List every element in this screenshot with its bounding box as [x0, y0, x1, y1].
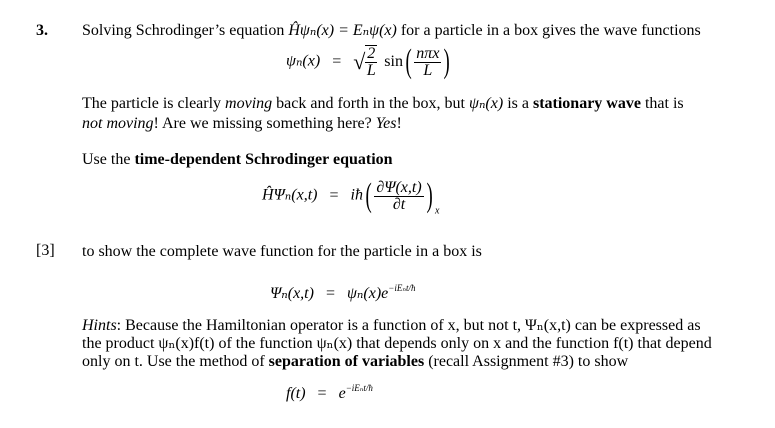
right-paren: )	[443, 43, 451, 80]
para1-text-3: is a	[503, 95, 533, 112]
para1-text-6: !	[396, 115, 402, 132]
hints-line-3	[82, 352, 628, 372]
wavefunction-equation	[286, 44, 453, 80]
para1-text-1: The particle is clearly	[82, 95, 226, 112]
paragraph-1-line-2	[82, 114, 402, 134]
eq2-fraction	[374, 180, 423, 213]
eq2-lhs: ĤΨₙ(x,t)	[262, 186, 318, 204]
paragraph-1-line-1	[82, 94, 684, 114]
eq4-exponent: −iEₙt/ħ	[345, 383, 373, 393]
eq2-right-paren: )	[426, 177, 433, 214]
para2-bold: time-dependent Schrodinger equation	[134, 151, 393, 168]
hints-label: Hints	[82, 317, 117, 334]
sqrt-fraction	[365, 45, 377, 79]
intro-line	[82, 21, 701, 41]
eq4-equals: =	[317, 385, 327, 402]
sin-argument	[414, 46, 441, 79]
eq4-lhs: f(t)	[286, 385, 306, 402]
left-paren: (	[405, 43, 412, 80]
complete-wavefunction-equation	[270, 278, 415, 304]
eq3-rhs: ψₙ(x)e	[346, 285, 389, 302]
eq1-numerator: 2	[367, 45, 376, 62]
eq3-exponent: −iEₙt/ħ	[388, 283, 416, 293]
problem-marks: [3]	[36, 242, 55, 259]
sqrt-sign: √	[353, 49, 366, 74]
para1-stationary-wave: stationary wave	[532, 95, 641, 112]
time-dependent-equation	[262, 178, 439, 222]
hints-line-2: the product ψₙ(x)f(t) of the function ψₙ(x) that depends only on x and the function f(t) that depend	[82, 335, 712, 352]
eq3-equals: =	[325, 285, 335, 302]
eq1-lhs: ψₙ(x)	[286, 52, 321, 70]
para1-text-4: that is	[640, 95, 684, 112]
para1-text-5: ! Are we missing something here?	[153, 115, 376, 132]
intro-tail: for a particle in a box gives the wave functions	[400, 22, 701, 39]
hints-line-1	[82, 316, 701, 336]
eq2-numerator: ∂Ψ(x,t)	[376, 178, 422, 196]
para1-moving: moving	[225, 95, 273, 112]
eq1-equals: =	[332, 52, 342, 70]
problem-number: 3.	[36, 22, 48, 39]
para1-psi: ψₙ(x)	[469, 95, 504, 112]
eq3-lhs: Ψₙ(x,t)	[270, 285, 314, 302]
eq2-subscript: x	[435, 205, 440, 217]
hints-text-3c: (recall Assignment #3) to show	[424, 353, 629, 370]
eq2-left-paren: (	[365, 177, 372, 214]
time-function-equation	[286, 378, 373, 404]
eq4-rhs: e	[338, 385, 346, 402]
paragraph-2	[82, 150, 393, 170]
para1-not-moving: not moving	[82, 115, 154, 132]
intro-text: Solving Schrodinger’s equation	[82, 22, 285, 39]
eq2-equals: =	[329, 186, 339, 204]
arg-numerator: nπx	[416, 44, 440, 62]
intro-equation: Ĥψₙ(x) = Eₙψ(x)	[288, 22, 397, 39]
hints-text-3a: only on t. Use the method of	[82, 353, 269, 370]
hints-text-1: : Because the Hamiltonian operator is a function of x, but not t, Ψₙ(x,t) can be expressed as	[116, 317, 701, 334]
para1-text-2: back and forth in the box, but	[272, 95, 469, 112]
eq2-denominator: ∂t	[392, 195, 406, 213]
hints-bold: separation of variables	[268, 353, 425, 370]
para2-text: Use the	[82, 151, 135, 168]
arg-denominator: L	[423, 61, 433, 79]
sin-function: sin	[384, 52, 403, 70]
para1-yes: Yes	[375, 115, 397, 132]
eq2-coefficient: iħ	[350, 186, 363, 204]
eq1-denominator: L	[366, 62, 376, 79]
paragraph-3: to show the complete wave function for the particle in a box is	[82, 243, 482, 260]
